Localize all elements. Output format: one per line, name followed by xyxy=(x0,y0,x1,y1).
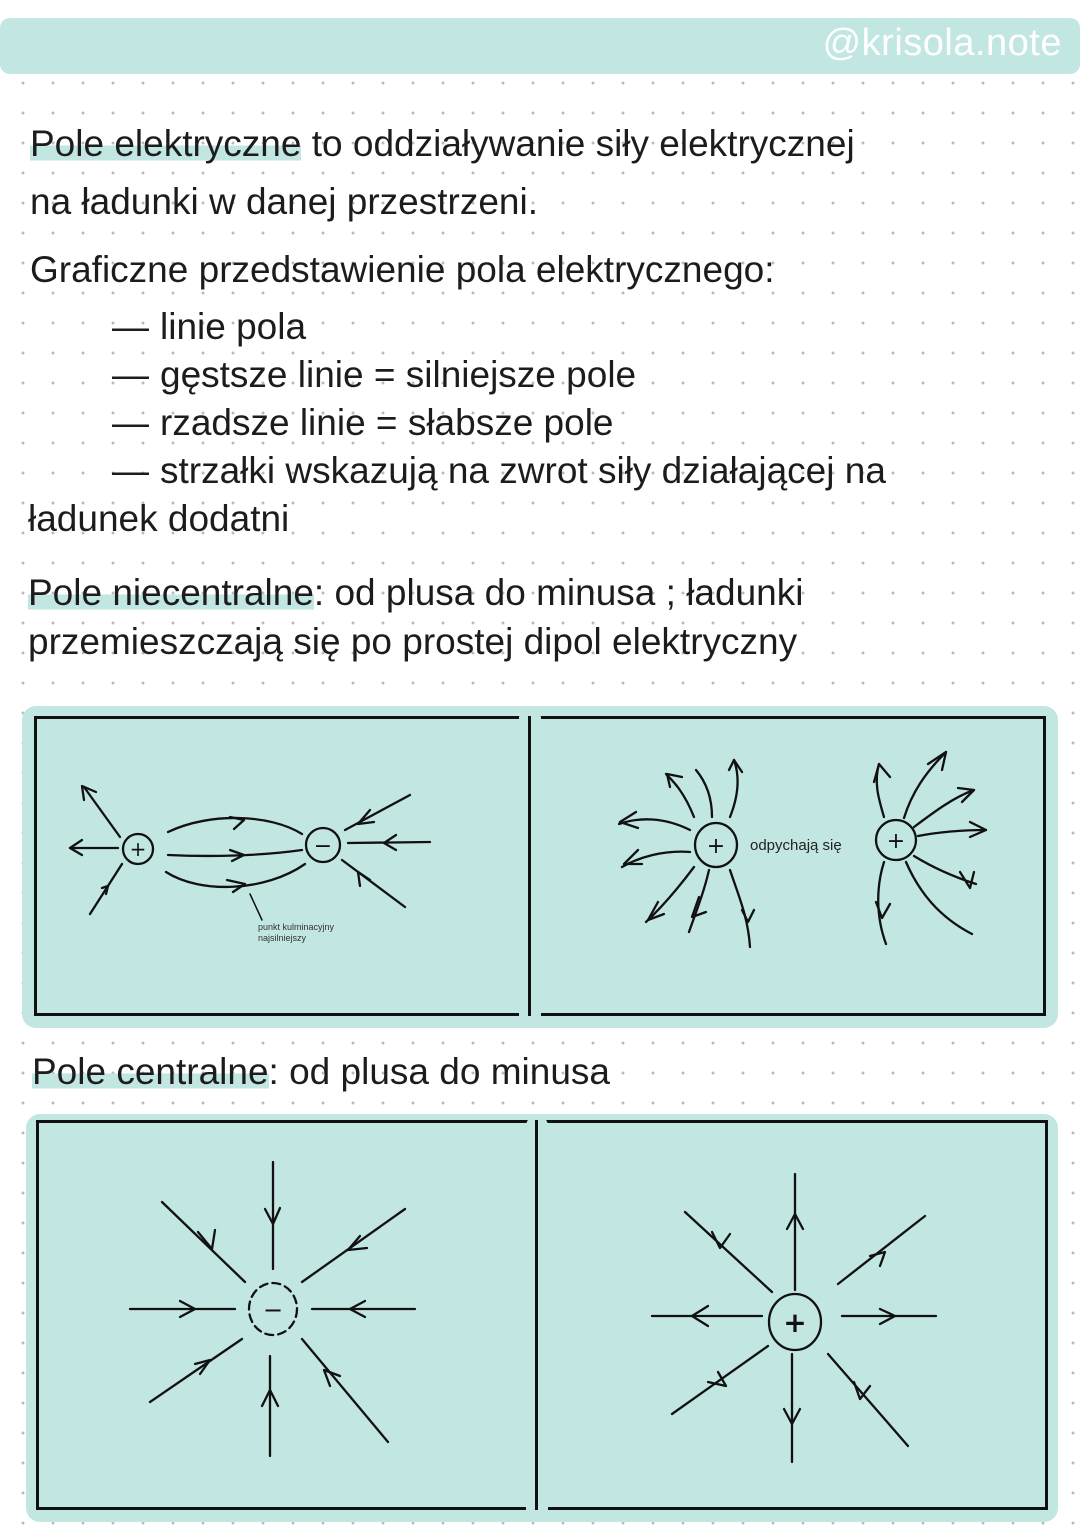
dipole-field-lines xyxy=(40,722,526,1012)
dipole-minus-arrow-dr xyxy=(358,872,370,886)
central-negative-diagram xyxy=(40,1124,532,1506)
central-term: Pole centralne xyxy=(32,1051,269,1092)
central-line: Pole centralne: od plusa do minusa xyxy=(32,1051,610,1092)
pos-line-ur xyxy=(838,1216,925,1284)
graphic-item-3: — rzadsze linie = słabsze pole xyxy=(112,402,614,443)
neg-line-dr xyxy=(302,1339,388,1442)
repel-label: odpychają się xyxy=(750,837,842,854)
pos-line-dr xyxy=(828,1354,908,1446)
pos-arrow-ur xyxy=(870,1252,885,1266)
intro-line-2: na ładunki w danej przestrzeni. xyxy=(30,181,539,222)
repel-p1-line-ddl xyxy=(646,867,694,922)
repel-p1-line-dr xyxy=(730,870,750,947)
repel-p1-line-ul xyxy=(666,774,694,817)
repel-field-lines xyxy=(534,722,1042,1012)
neg-line-ur xyxy=(302,1209,405,1282)
neg-line-ul xyxy=(162,1202,245,1282)
repel-plus2-sign: + xyxy=(886,829,906,854)
dipole-diagram xyxy=(40,722,526,1012)
repel-p2-line-down xyxy=(878,862,886,944)
dipole-minus-line-ur xyxy=(345,795,410,830)
repel-p1-arrow-dr xyxy=(742,910,754,922)
graphic-item-2: — gęstsze linie = silniejsze pole xyxy=(112,354,637,395)
dipole-plus-sign: + xyxy=(129,837,147,861)
dipole-note-line-1: punkt kulminacyjny xyxy=(258,922,335,932)
dipole-plus-line-dl xyxy=(90,864,122,914)
repel-plus1-sign: + xyxy=(706,834,726,859)
central-positive-field-lines xyxy=(540,1124,1044,1506)
repel-diagram xyxy=(534,722,1042,1012)
intro-line-1 xyxy=(30,120,855,168)
noncentral-line-2: przemieszczają się po prostej dipol elektryczny xyxy=(28,621,798,662)
dipole-minus-line-dr xyxy=(342,860,405,907)
dipole-minus-line-ur-arrow xyxy=(358,810,374,824)
neg-line-dl xyxy=(150,1339,242,1402)
neg-arrow-dr xyxy=(324,1370,340,1386)
pos-line-ul xyxy=(685,1212,772,1292)
dipole-plus-line-ul xyxy=(84,787,120,837)
repel-p2-line-dr xyxy=(906,862,972,934)
central-divider xyxy=(535,1120,538,1510)
intro-term: Pole elektryczne xyxy=(30,123,302,164)
graphic-item-4: — strzałki wskazują na zwrot siły działającej na xyxy=(112,450,886,491)
dipole-note-line-2: najsilniejszy xyxy=(258,933,307,943)
negative-sign: − xyxy=(262,1296,284,1324)
dipole-line-top xyxy=(168,818,302,834)
graphic-tail: ładunek dodatni xyxy=(28,498,290,539)
repel-p2-line-r3 xyxy=(914,856,976,884)
noncentral-term: Pole niecentralne xyxy=(28,572,314,613)
repel-p1-line-ur xyxy=(730,760,737,817)
dipole-line-bottom xyxy=(166,864,305,887)
repel-p2-line-r1 xyxy=(914,790,974,827)
repel-p1-line-down xyxy=(689,870,709,932)
noncentral-divider xyxy=(528,716,531,1016)
dipole-minus-sign: − xyxy=(313,834,333,859)
intro-line-1-rest: to oddziaływanie siły elektrycznej xyxy=(301,123,855,164)
positive-sign: + xyxy=(783,1306,807,1339)
central-positive-diagram xyxy=(540,1124,1044,1506)
dipole-note-pointer xyxy=(250,894,262,920)
central-negative-field-lines xyxy=(40,1124,532,1506)
noncentral-line-1: Pole niecentralne: od plusa do minusa ; ładunki xyxy=(28,572,804,613)
graphic-heading: Graficzne przedstawienie pola elektrycznego: xyxy=(30,249,775,290)
dipole-minus-line-right xyxy=(348,842,430,843)
author-handle: @krisola.note xyxy=(822,22,1062,64)
pos-line-dl xyxy=(672,1346,768,1414)
pos-arrow-dr xyxy=(854,1382,870,1399)
pos-arrow-dl xyxy=(708,1372,726,1386)
graphic-item-1: — linie pola xyxy=(112,306,307,347)
repel-p1-line-up xyxy=(696,770,712,817)
